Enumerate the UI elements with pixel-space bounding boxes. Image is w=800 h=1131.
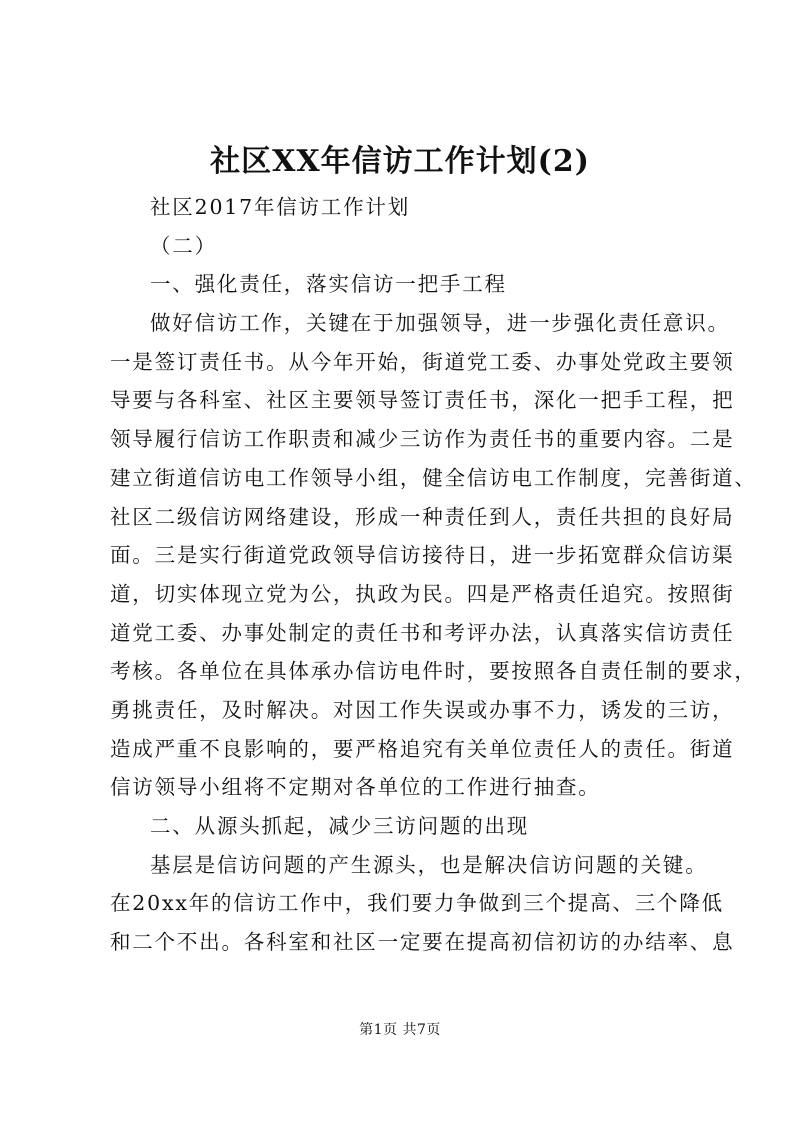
paragraph-line: 和二个不出。各科室和社区一定要在提高初信初访的办结率、息	[110, 930, 735, 955]
paragraph-line: 造成严重不良影响的，要严格追究有关单位责任人的责任。街道	[110, 736, 735, 761]
paragraph-line: 领导履行信访工作职责和减少三访作为责任书的重要内容。二是	[110, 427, 735, 452]
page-footer: 第1页 共7页	[359, 1022, 441, 1038]
document-title: 社区XX年信访工作计划(2)	[210, 144, 590, 179]
paragraph-line: 道，切实体现立党为公，执政为民。四是严格责任追究。按照街	[110, 581, 735, 606]
paragraph-line: 建立街道信访电工作领导小组，健全信访电工作制度，完善街道、	[110, 465, 757, 490]
paragraph-line: 面。三是实行街道党政领导信访接待日，进一步拓宽群众信访渠	[110, 543, 735, 568]
paragraph-line: 导要与各科室、社区主要领导签订责任书，深化一把手工程，把	[110, 388, 735, 413]
paragraph-line: 道党工委、办事处制定的责任书和考评办法，认真落实信访责任	[110, 620, 735, 645]
paragraph-line: 在20xx年的信访工作中，我们要力争做到三个提高、三个降低	[110, 891, 724, 916]
section-heading-1: 一、强化责任，落实信访一把手工程	[150, 272, 507, 297]
paragraph-line: 考核。各单位在具体承办信访电件时，要按照各自责任制的要求，	[110, 659, 757, 684]
paragraph-line: 做好信访工作，关键在于加强领导，进一步强化责任意识。	[150, 311, 730, 336]
section-heading-2: 二、从源头抓起，减少三访问题的出现	[150, 814, 530, 838]
section-number-line: （二）	[150, 233, 217, 258]
subtitle-line: 社区2017年信访工作计划	[150, 195, 411, 219]
paragraph-line: 勇挑责任，及时解决。对因工作失误或办事不力，诱发的三访，	[110, 697, 735, 722]
paragraph-line: 社区二级信访网络建设，形成一种责任到人，责任共担的良好局	[110, 504, 735, 529]
paragraph-line: 基层是信访问题的产生源头，也是解决信访问题的关键。	[150, 852, 708, 877]
paragraph-line: 信访领导小组将不定期对各单位的工作进行抽查。	[110, 775, 601, 800]
document-body	[110, 188, 757, 962]
paragraph-line: 一是签订责任书。从今年开始，街道党工委、办事处党政主要领	[110, 349, 735, 374]
